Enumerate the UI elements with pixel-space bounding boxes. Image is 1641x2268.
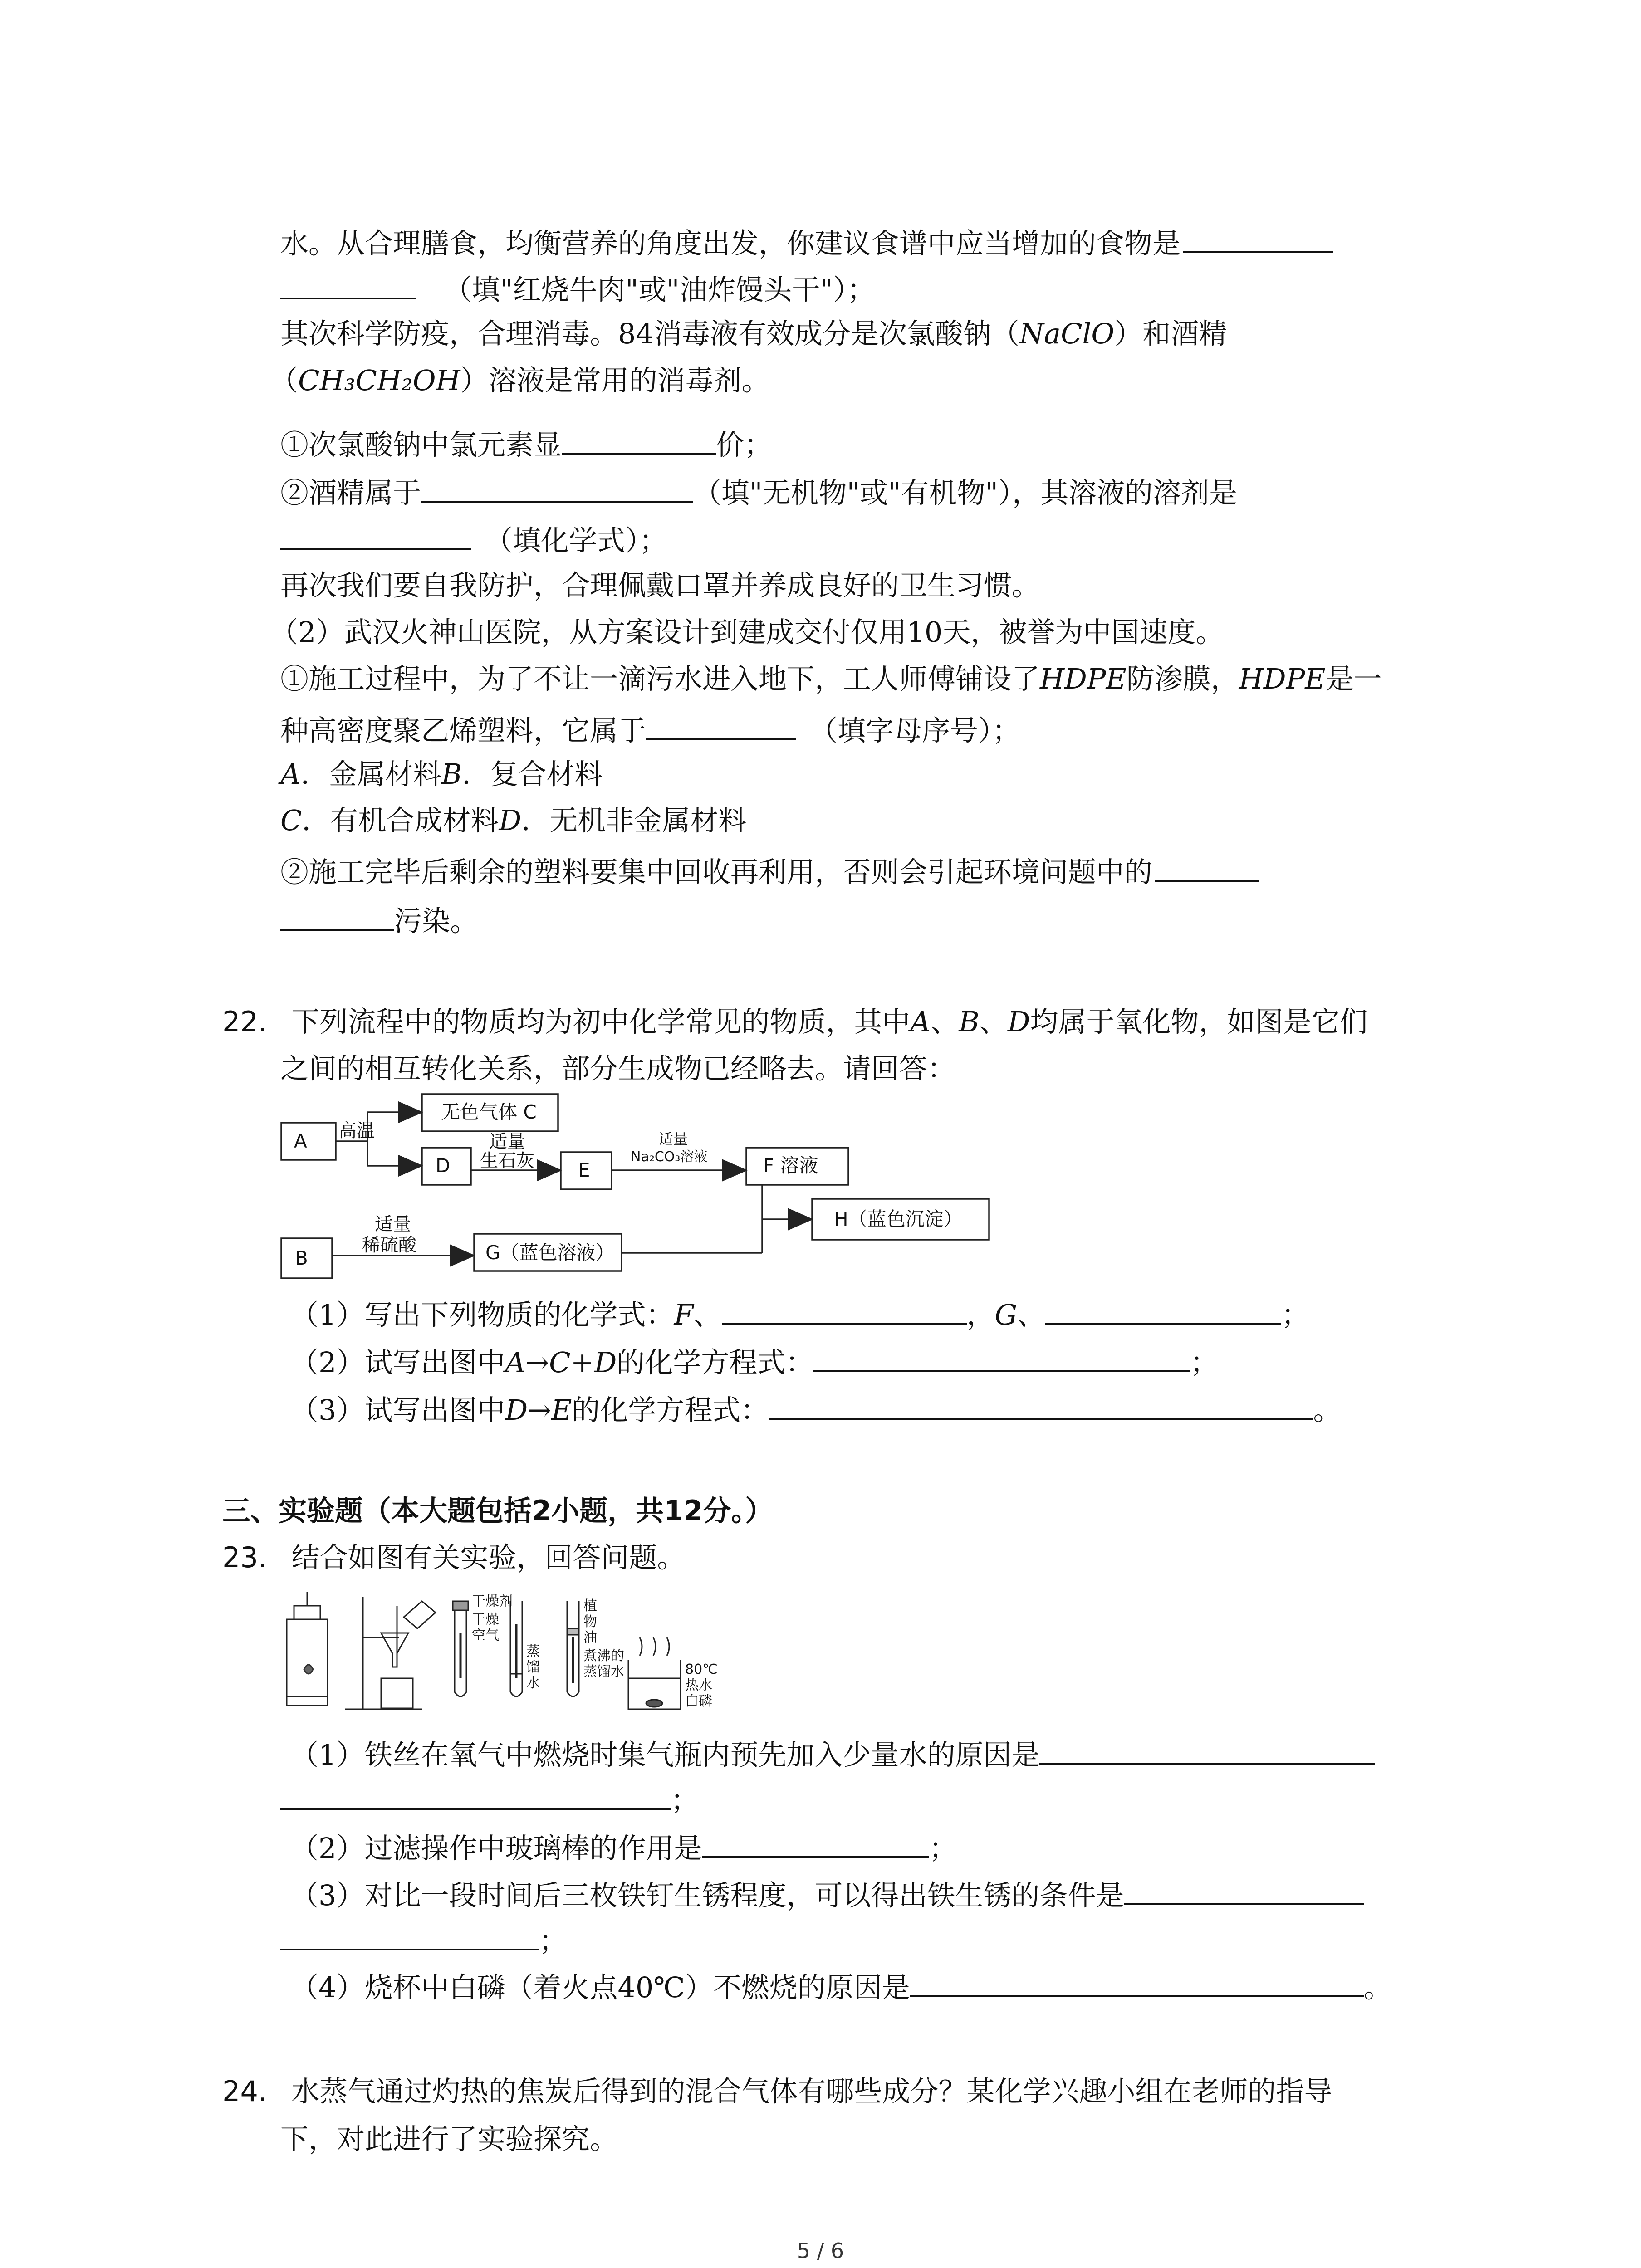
answer-blank[interactable] <box>280 272 416 299</box>
experiment-figure <box>277 1588 821 1724</box>
answer-blank[interactable] <box>813 1345 1190 1372</box>
answer-blank[interactable] <box>280 904 394 931</box>
label-temp: 80℃ <box>685 1662 718 1677</box>
answer-blank[interactable] <box>1124 1878 1364 1905</box>
text-line: 水。从合理膳食，均衡营养的角度出发，你建议食谱中应当增加的食物是 <box>280 226 1333 258</box>
answer-blank[interactable] <box>1045 1297 1281 1325</box>
answer-blank[interactable] <box>421 475 693 503</box>
text-line: 下，对此进行了实验探究。 <box>280 2122 618 2156</box>
beaker-hot-water-icon <box>628 1637 681 1709</box>
text-line: ②施工完毕后剩余的塑料要集中回收再利用，否则会引起环境问题中的 <box>280 855 1259 886</box>
answer-blank[interactable] <box>280 1923 539 1950</box>
text-line: （CH₃CH₂OH）溶液是常用的消毒剂。 <box>270 364 770 397</box>
label-dry: 干燥 <box>472 1612 499 1628</box>
answer-blank[interactable] <box>280 1783 671 1810</box>
text-line: （填"红烧牛肉"或"油炸馒头干"）； <box>280 272 875 304</box>
text-line: 污染。 <box>280 904 478 935</box>
label-boiled-water: 蒸馏水 <box>583 1664 624 1680</box>
box-E-label: E <box>578 1159 590 1181</box>
label-shenghui: 生石灰 <box>480 1150 534 1171</box>
label-hot-water: 热水 <box>685 1677 712 1693</box>
text-line: ； <box>280 1783 699 1814</box>
label-oil-1: 植 <box>583 1598 597 1614</box>
question-23-line: 23. 结合如图有关实验，回答问题。 <box>222 1541 686 1574</box>
box-A-label: A <box>294 1130 307 1152</box>
box-B-label: B <box>295 1247 308 1269</box>
label-air: 空气 <box>472 1628 499 1643</box>
text-line: （4）烧杯中白磷（着火点40℃）不燃烧的原因是 。 <box>290 1971 1392 2004</box>
answer-blank[interactable] <box>722 1297 967 1325</box>
label-desiccant: 干燥剂 <box>472 1593 513 1609</box>
text-line: （1）写出下列物质的化学式：F、 ，G、 ； <box>290 1298 1310 1331</box>
text-line: （2）试写出图中A→C+D的化学方程式： ； <box>290 1346 1219 1379</box>
answer-blank[interactable] <box>280 523 471 550</box>
label-oil-2: 物 <box>583 1614 597 1630</box>
question-24-line: 24. 水蒸气通过灼热的焦炭后得到的混合气体有哪些成分？某化学兴趣小组在老师的指导 <box>222 2075 1332 2108</box>
text-line: （2）武汉火神山医院，从方案设计到建成交付仅用10天，被誉为中国速度。 <box>270 616 1224 649</box>
test-tube-water-icon <box>510 1601 522 1696</box>
answer-blank[interactable] <box>562 427 716 455</box>
label-oil-3: 油 <box>583 1630 597 1646</box>
section-title: 三、实验题（本大题包括2小题，共12分。） <box>222 1494 774 1527</box>
text-line: 再次我们要自我防护，合理佩戴口罩并养成良好的卫生习惯。 <box>280 569 1040 602</box>
question-22-line: 22. 下列流程中的物质均为初中化学常见的物质，其中A、B、D均属于氧化物，如图是它们 <box>222 1005 1368 1038</box>
text-line: （1）铁丝在氧气中燃烧时集气瓶内预先加入少量水的原因是 <box>290 1737 1375 1769</box>
text-line: （3）试写出图中D→E的化学方程式： 。 <box>290 1393 1342 1427</box>
label-distilled-3: 水 <box>526 1675 540 1691</box>
answer-blank[interactable] <box>1183 226 1333 253</box>
answer-blank[interactable] <box>769 1393 1313 1420</box>
box-G-label: G（蓝色溶液） <box>485 1242 615 1264</box>
text-line: 种高密度聚乙烯塑料，它属于 （填字母序号）； <box>280 714 1021 747</box>
label-white-phosphorus: 白磷 <box>685 1693 712 1709</box>
question-number: 24. <box>222 2075 267 2108</box>
text-line: A．金属材料B．复合材料 <box>280 758 603 791</box>
label-shiliang-3: 适量 <box>375 1214 411 1235</box>
question-number: 23. <box>222 1541 267 1574</box>
box-H-label: H（蓝色沉淀） <box>834 1208 963 1230</box>
flow-diagram <box>272 1084 1043 1297</box>
answer-blank[interactable] <box>646 713 796 740</box>
label-na2co3: Na₂CO₃溶液 <box>631 1149 708 1165</box>
text-line: 其次科学防疫，合理消毒。84消毒液有效成分是次氯酸钠（NaClO）和酒精 <box>280 317 1227 350</box>
question-number: 22. <box>222 1005 267 1038</box>
gas-jar-icon <box>287 1592 328 1706</box>
filtration-setup-icon <box>345 1597 436 1709</box>
box-A <box>281 1123 336 1160</box>
text-line: （2）过滤操作中玻璃棒的作用是 ； <box>290 1832 957 1865</box>
text-line: ①次氯酸钠中氯元素显 价； <box>280 428 773 461</box>
test-tube-oil-icon <box>567 1601 579 1696</box>
label-distilled-2: 馏 <box>526 1659 540 1675</box>
text-line: ②酒精属于 （填"无机物"或"有机物"），其溶液的溶剂是 <box>280 476 1238 509</box>
page-number: 5 / 6 <box>797 2239 844 2263</box>
answer-blank[interactable] <box>1039 1737 1375 1765</box>
text-line: ①施工过程中，为了不让一滴污水进入地下，工人师傅铺设了HDPE防渗膜，HDPE是一 <box>280 662 1382 695</box>
test-tube-dry-icon <box>453 1601 468 1696</box>
answer-blank[interactable] <box>910 1970 1364 1997</box>
box-F-label: F 溶液 <box>763 1154 818 1177</box>
text-line: （填化学式）； <box>280 523 667 555</box>
text-line: C．有机合成材料D．无机非金属材料 <box>280 804 747 837</box>
box-D-label: D <box>436 1154 451 1177</box>
label-shiliang-2: 适量 <box>659 1130 688 1148</box>
label-distilled-1: 蒸 <box>526 1643 540 1659</box>
answer-blank[interactable] <box>1155 855 1259 882</box>
box-C-label: 无色气体 C <box>441 1101 537 1123</box>
label-boiled: 煮沸的 <box>583 1648 624 1664</box>
label-gaowen: 高温 <box>338 1120 375 1141</box>
answer-blank[interactable] <box>702 1831 929 1858</box>
label-shiliang-1: 适量 <box>489 1131 525 1152</box>
text-line: （3）对比一段时间后三枚铁钉生锈程度，可以得出铁生锈的条件是 <box>290 1878 1364 1910</box>
text-line: 之间的相互转化关系，部分生成物已经略去。请回答： <box>280 1052 956 1085</box>
text-line: ； <box>280 1923 567 1955</box>
label-xiliusuan: 稀硫酸 <box>362 1235 416 1256</box>
